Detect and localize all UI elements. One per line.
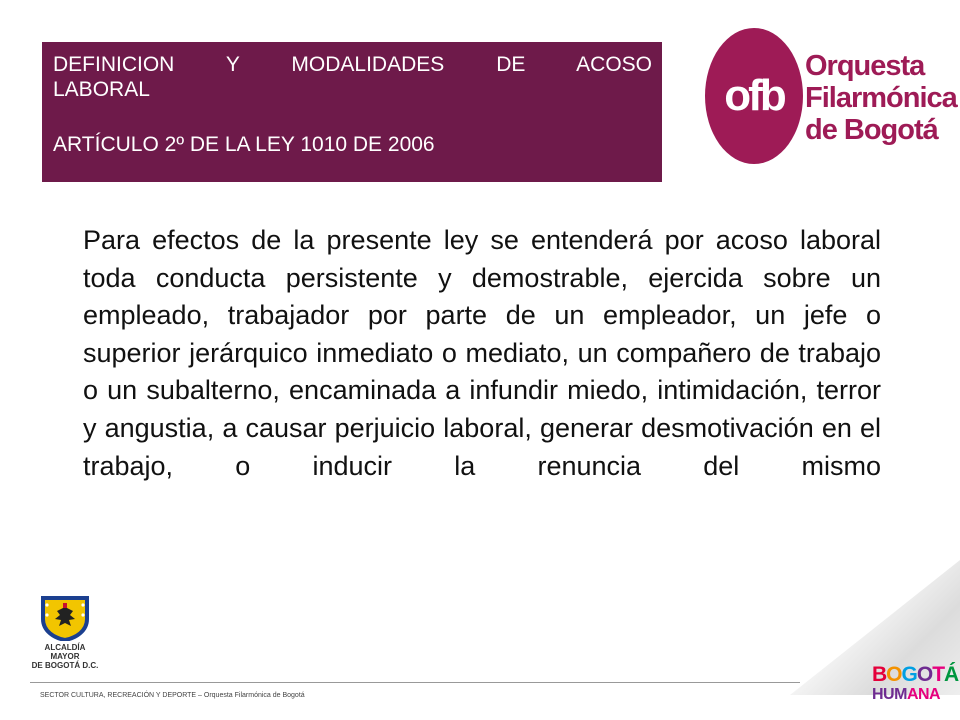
alcaldia-logo	[30, 595, 100, 670]
bogota-letter: T	[932, 663, 945, 686]
slide-title-box	[42, 42, 662, 182]
ofb-logo-mark: ofb	[705, 28, 803, 164]
slide-title-line-2: LABORAL	[53, 78, 150, 101]
ofb-logo-wordmark	[805, 50, 957, 146]
footer-text: SECTOR CULTURA, RECREACIÓN Y DEPORTE – Orquesta Filarmónica de Bogotá	[40, 692, 305, 699]
humana-part-1: HUM	[872, 686, 907, 703]
bogota-letter: O	[886, 663, 902, 686]
footer-divider	[30, 682, 800, 683]
humana-part-2: ANA	[906, 686, 941, 703]
bogota-humana-logo	[872, 663, 959, 712]
alcaldia-line-1: ALCALDÍA MAYOR	[44, 643, 86, 661]
ofb-name-line-3: de Bogotá	[805, 114, 938, 146]
bogota-letter: O	[916, 663, 933, 686]
body-paragraph: Para efectos de la presente ley se entenderá por acoso laboral toda conducta persistente y demostrable, ejercida sobre un empleado, trabajador por parte de un empleador, un jefe o superior jerárquico inmediato o mediato, un compañero de trabajo o un subalterno, encaminada a infundir miedo, intimidación, terror y angustia, a causar perjuicio laboral, generar desmotivación en el trabajo, o inducir la renuncia del mismo	[83, 225, 881, 481]
bogota-letter: B	[872, 663, 887, 686]
alcaldia-text	[30, 643, 100, 670]
coat-of-arms-icon	[37, 595, 93, 641]
ofb-name-line-2: Filarmónica	[805, 82, 957, 114]
ofb-logo	[705, 28, 957, 168]
slide-title-line-1: DEFINICION Y MODALIDADES DE ACOSO	[53, 53, 652, 76]
bogota-wordmark	[872, 663, 959, 686]
humana-wordmark	[872, 686, 944, 704]
bogota-letter: Á	[944, 663, 959, 686]
alcaldia-line-2: DE BOGOTÁ D.C.	[31, 661, 99, 670]
slide-subtitle-article: ARTÍCULO 2º DE LA LEY 1010 DE 2006	[53, 133, 435, 156]
ofb-name-line-1: Orquesta	[805, 50, 925, 82]
bogota-letter: G	[901, 663, 917, 686]
